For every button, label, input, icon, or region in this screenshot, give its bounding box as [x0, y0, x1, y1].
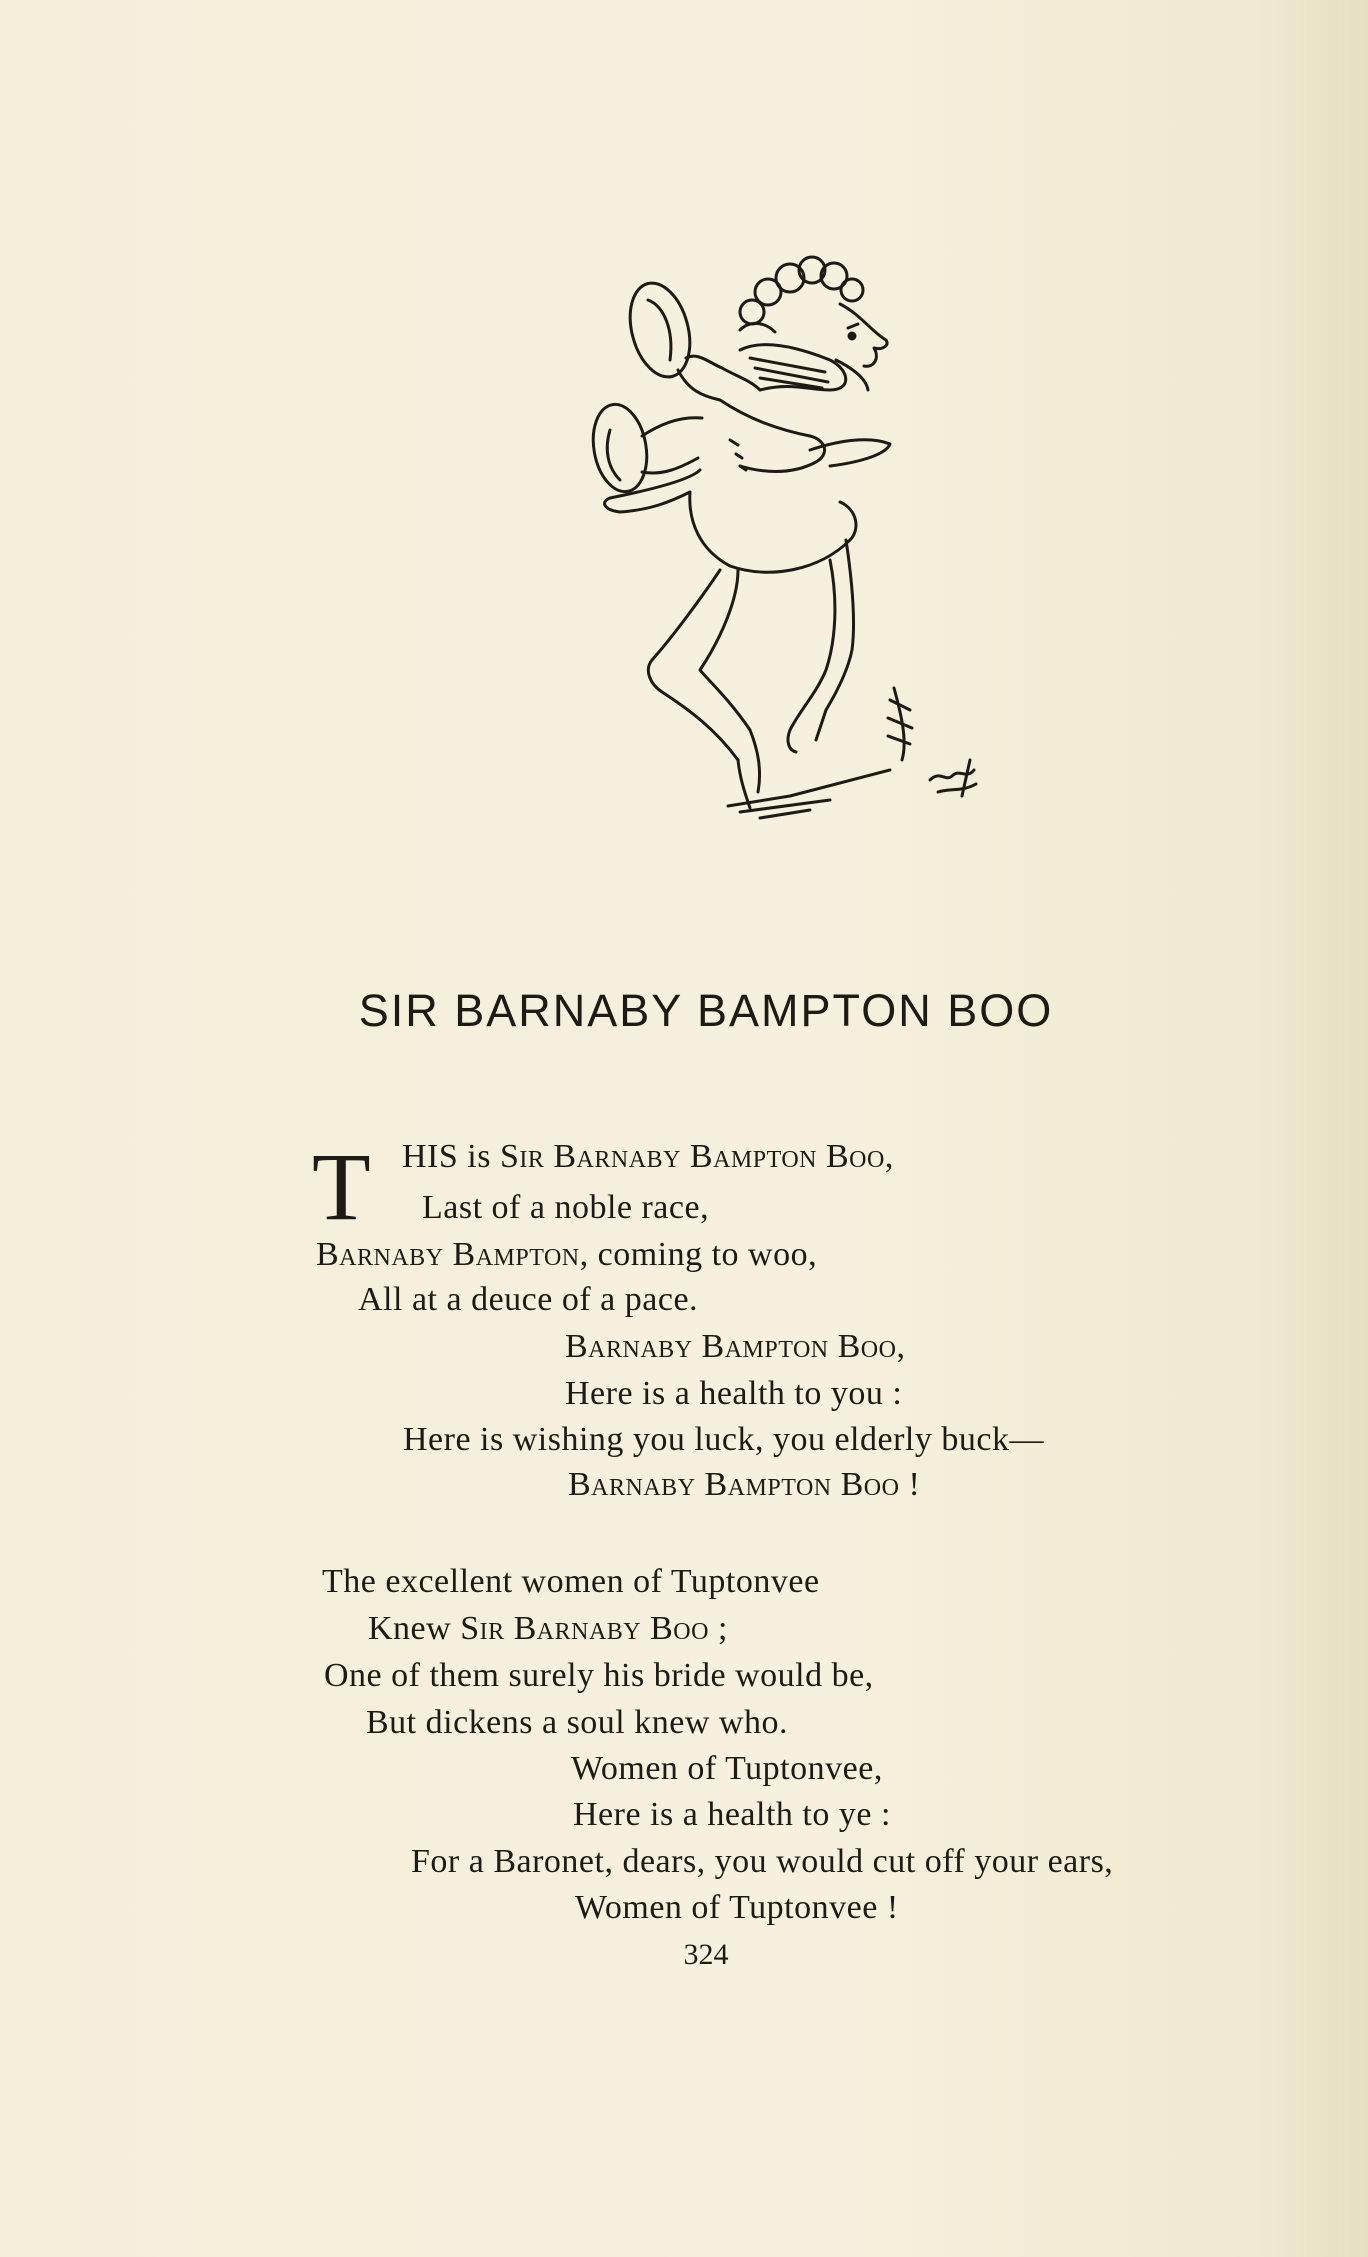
dancing-baronet-illustration	[590, 240, 1010, 840]
name-smallcaps: Sir Barnaby Bampton Boo,	[499, 1138, 894, 1175]
poem-line: Last of a noble race,	[422, 1189, 710, 1226]
drop-cap: T	[312, 1133, 371, 1240]
poem-line	[402, 1140, 894, 1174]
name-smallcaps: Sir Barnaby Boo	[460, 1610, 709, 1647]
poem-line	[316, 1238, 817, 1272]
poem-line: All at a deuce of a pace.	[358, 1281, 699, 1318]
poem-line: Women of Tuptonvee !	[575, 1889, 899, 1926]
name-smallcaps: Barnaby Bampton,	[316, 1236, 589, 1273]
poem-title: SIR BARNABY BAMPTON BOO	[358, 985, 1054, 1036]
poem-line: But dickens a soul knew who.	[366, 1704, 788, 1741]
poem-line: Barnaby Bampton Boo,	[565, 1328, 906, 1365]
poem-line: Here is a health to ye :	[573, 1796, 891, 1833]
line-text: ;	[708, 1610, 728, 1647]
poem-line: Barnaby Bampton Boo !	[568, 1466, 921, 1503]
poem-line: For a Baronet, dears, you would cut off your ears,	[411, 1843, 1114, 1880]
poem-line: The excellent women of Tuptonvee	[322, 1563, 820, 1600]
line-text: HIS is	[402, 1138, 500, 1175]
line-text: coming to woo,	[588, 1236, 818, 1273]
poem-line: One of them surely his bride would be,	[324, 1657, 874, 1694]
poem-line: Women of Tuptonvee,	[571, 1750, 883, 1787]
poem-line: Here is wishing you luck, you elderly buck—	[403, 1421, 1044, 1458]
poem-line	[368, 1612, 728, 1646]
page-number: 324	[683, 1938, 729, 1971]
line-text: Knew	[368, 1610, 461, 1647]
poem-line: Here is a health to you :	[565, 1375, 903, 1412]
